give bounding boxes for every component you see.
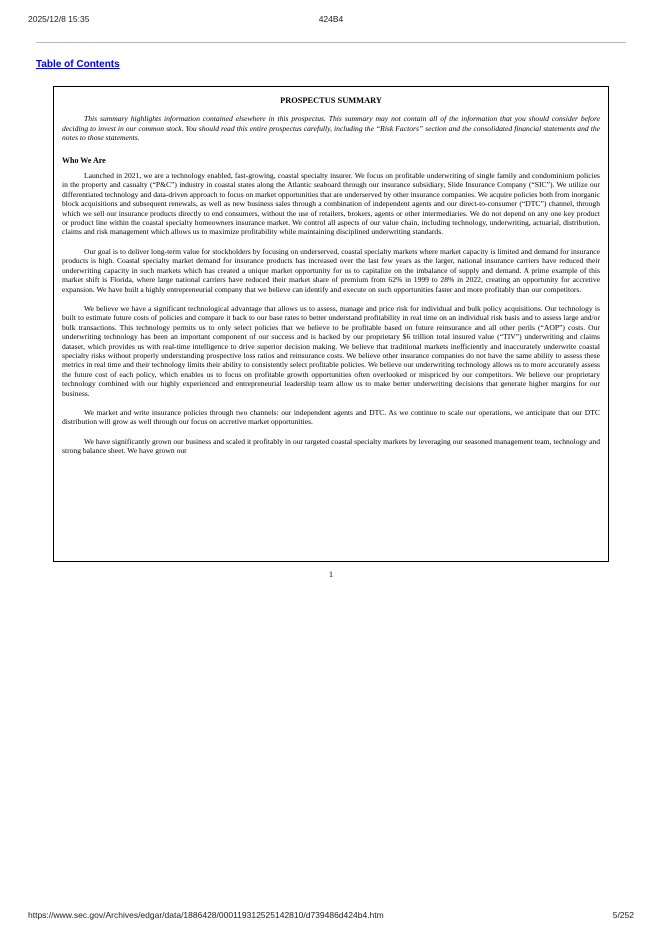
summary-title: PROSPECTUS SUMMARY <box>280 96 382 105</box>
paragraph: We believe we have a significant technological advantage that allows us to assess, manage and price risk for individual and bulk policy acquisitions. Our technology is built to estimate future costs of policies and compare it back to our base rates to better understand profitability in real time on an individual risk basis and to assess large and/or bulk transactions. This technology permits us to only select policies that we believe to be profitable based on future reinsurance and all other perils (“AOP”) costs. Our underwriting technology has been an important component of our success and is backed by our proprietary $6 trillion total insured value (“TIV”) underwriting and claims dataset, which provides us with real-time intelligence to drive superior decision making. We believe that traditional markets inefficiently and inaccurately underwrite coastal specialty risks without properly understanding prospective loss ratios and reinsurance costs. We believe other insurance companies do not have the same ability to assess these metrics in real time and their technology limits their ability to consistently select profitable policies. We believe our underwriting technology allows us to more accurately assess the future cost of each policy, which enables us to focus on profitable growth opportunities often overlooked or mispriced by our competitors. We believe our proprietary technology combined with our highly experienced and entrepreneurial leadership team allow us to make better underwriting decisions that generate higher margins for our business. <box>62 303 600 398</box>
print-datetime: 2025/12/8 15:35 <box>28 14 90 24</box>
print-url: https://www.sec.gov/Archives/edgar/data/1886428/000119312525142810/d739486d424b4.htm <box>28 910 384 920</box>
table-of-contents-link[interactable]: Table of Contents <box>36 59 120 70</box>
paragraph: Launched in 2021, we are a technology enabled, fast-growing, coastal specialty insurer. We focus on profitable underwriting of single family and condominium policies in the property and casualty (“P&C”) industry in coastal states along the Atlantic seaboard through our insurance subsidiary, Slide Insurance Company (“SIC”). We utilize our differentiated technology and data-driven approach to focus on market opportunities that are underserved by other insurance companies. We acquire policies both from inorganic block acquisitions and subsequent renewals, as well as new business sales through a combination of independent agents and our direct-to-consumer (“DTC”) channel, through which we sell our insurance products directly to end consumers, without the use of retailers, brokers, agents or other intermediaries. We do not depend on any one key product or product line within the coastal specialty homeowners insurance market. We control all aspects of our value chain, including technology, underwriting, actuarial, distribution, claims and risk management which allows us to maximize profitability while maintaining disciplined underwriting standards. <box>62 171 600 237</box>
paragraph: We market and write insurance policies through two channels: our independent agents and DTC. As we continue to scale our operations, we anticipate that our DTC distribution will grow as well through our focus on accretive market opportunities. <box>62 407 600 427</box>
print-doc-title: 424B4 <box>318 14 344 24</box>
paragraph: We have significantly grown our business and scaled it profitably in our targeted coastal specialty markets by leveraging our seasoned management team, technology and strong balance sheet. We have grown our <box>62 436 600 456</box>
summary-intro: This summary highlights information contained elsewhere in this prospectus. This summary may not contain all of the information that you should consider before deciding to invest in our common stock. You should read this entire prospectus carefully, including the “Risk Factors” section and the consolidated financial statements and the notes to those statements. <box>62 114 600 143</box>
paragraph: Our goal is to deliver long-term value for stockholders by focusing on underserved, coastal specialty markets where market capacity is limited and demand for insurance products is high. Coastal specialty market demand for insurance products has increased over the last few years as the larger, national insurance carriers have reduced their underwriting capacity in such markets which has created a unique market opportunity for us to capitalize on the imbalance of supply and demand. A prime example of this market shift is Florida, where large national carriers have reduced their market share of premium from 62% in 1999 to 28% in 2022, creating an opportunity for accretive expansion. We have built a highly entrepreneurial company that we believe can identify and execute on such opportunities faster and more profitably than our competitors. <box>62 246 600 294</box>
print-footer <box>28 910 634 922</box>
section-heading-who-we-are: Who We Are <box>62 155 106 165</box>
print-header <box>28 14 634 26</box>
prospectus-summary-box <box>53 86 609 562</box>
horizontal-rule <box>36 42 626 43</box>
print-page-count: 5/252 <box>612 910 634 920</box>
page-number: 1 <box>329 570 333 579</box>
